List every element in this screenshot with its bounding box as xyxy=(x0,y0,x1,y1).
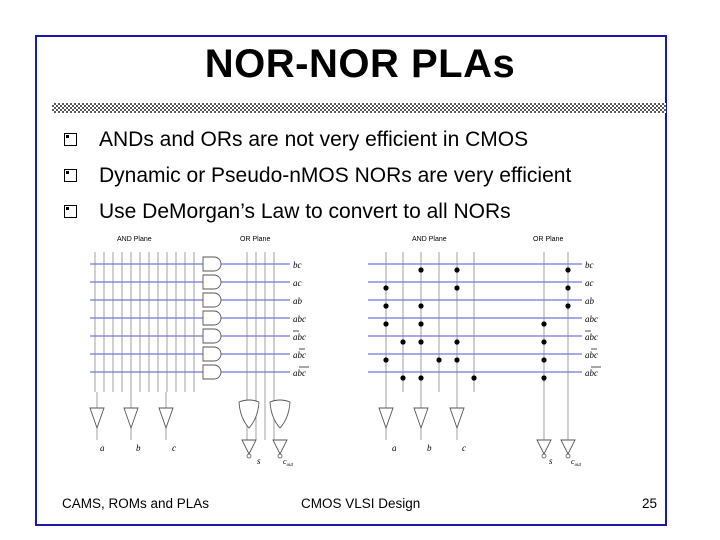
bullet-text: Dynamic or Pseudo-nMOS NORs are very efficient xyxy=(99,164,572,187)
slide-title: NOR-NOR PLAs xyxy=(204,42,516,86)
term-label: bc xyxy=(293,260,302,270)
and-gate-icon xyxy=(203,329,221,343)
transistor-dot xyxy=(418,375,423,380)
term-label: abc xyxy=(585,368,598,378)
transistor-dot xyxy=(454,285,459,290)
term-label: abc xyxy=(293,332,306,342)
term-label: ac xyxy=(293,278,302,288)
transistor-dot xyxy=(454,267,459,272)
output-label: s xyxy=(549,456,553,466)
footer-center: CMOS VLSI Design xyxy=(301,496,421,511)
output-label: s xyxy=(257,456,261,466)
transistor-dot xyxy=(565,303,570,308)
transistor-dot xyxy=(383,303,388,308)
term-label: abc xyxy=(585,332,598,342)
footer-left: CAMS, ROMs and PLAs xyxy=(62,496,210,511)
transistor-dot xyxy=(400,375,405,380)
term-labels xyxy=(293,260,309,378)
term-label: bc xyxy=(585,260,594,270)
and-gate-icon xyxy=(203,347,221,361)
page-number: 25 xyxy=(642,496,658,511)
buffer-icon xyxy=(450,408,464,428)
inverter-icon xyxy=(273,440,287,454)
transistor-dot xyxy=(541,357,546,362)
output-label: $c_{out}$ xyxy=(283,457,293,468)
transistor-dot xyxy=(418,303,423,308)
transistor-dot xyxy=(383,357,388,362)
output-labels xyxy=(257,456,294,468)
term-label: abc xyxy=(585,314,598,324)
term-label: abc xyxy=(585,350,598,360)
input-labels xyxy=(100,443,176,453)
and-gate-icon xyxy=(203,293,221,307)
and-gate-icon xyxy=(203,311,221,325)
term-label: ac xyxy=(585,278,594,288)
transistor-dot xyxy=(541,339,546,344)
and-or-pla-diagram xyxy=(90,236,309,468)
buffer-icon xyxy=(90,408,104,428)
nor-nor-pla-diagram xyxy=(368,236,601,468)
transistor-dot xyxy=(418,267,423,272)
term-label: abc xyxy=(293,350,306,360)
bullet-text: Use DeMorgan’s Law to convert to all NORs xyxy=(99,200,511,223)
term-label: ab xyxy=(585,296,594,306)
input-label: c xyxy=(172,443,176,453)
output-labels xyxy=(549,456,582,468)
input-label: a xyxy=(392,443,397,453)
transistor-dot xyxy=(418,339,423,344)
or-plane-label: OR Plane xyxy=(533,236,564,243)
input-label: b xyxy=(136,443,141,453)
or-gate-icon xyxy=(270,400,290,428)
output-label: $c_{out}$ xyxy=(571,457,581,468)
term-labels xyxy=(585,260,601,378)
inverter-icon xyxy=(537,440,551,454)
or-plane-label: OR Plane xyxy=(240,236,271,243)
inverter-icon xyxy=(242,440,256,454)
input-labels xyxy=(392,443,466,453)
pla-wiring xyxy=(368,252,582,458)
transistor-dot xyxy=(454,339,459,344)
term-label: abc xyxy=(293,314,306,324)
buffer-icon xyxy=(414,408,428,428)
pull-down-transistor-dots xyxy=(383,267,570,380)
transistor-dot xyxy=(454,357,459,362)
and-gate-icon xyxy=(203,275,221,289)
and-gate-icon xyxy=(203,257,221,271)
transistor-dot xyxy=(565,285,570,290)
transistor-dot xyxy=(565,267,570,272)
input-label: c xyxy=(462,443,466,453)
buffer-icon xyxy=(124,408,138,428)
transistor-dot xyxy=(400,339,405,344)
buffer-icon xyxy=(379,408,393,428)
and-plane-label: AND Plane xyxy=(412,236,447,243)
input-label: b xyxy=(427,443,432,453)
transistor-dot xyxy=(436,357,441,362)
transistor-dot xyxy=(418,321,423,326)
transistor-dot xyxy=(541,375,546,380)
inverter-icon xyxy=(561,440,575,454)
pla-wiring xyxy=(90,252,290,458)
and-plane-label: AND Plane xyxy=(117,236,152,243)
and-gate-icon xyxy=(203,365,221,379)
transistor-dot xyxy=(383,285,388,290)
transistor-dot xyxy=(383,321,388,326)
logic-gates xyxy=(203,257,290,428)
buffer-icon xyxy=(159,408,173,428)
bullet-text: ANDs and ORs are not very efficient in CMOS xyxy=(99,128,529,151)
input-label: a xyxy=(100,443,105,453)
term-label: ab xyxy=(293,296,302,306)
transistor-dot xyxy=(471,375,476,380)
term-label: abc xyxy=(293,368,306,378)
transistor-dot xyxy=(541,321,546,326)
